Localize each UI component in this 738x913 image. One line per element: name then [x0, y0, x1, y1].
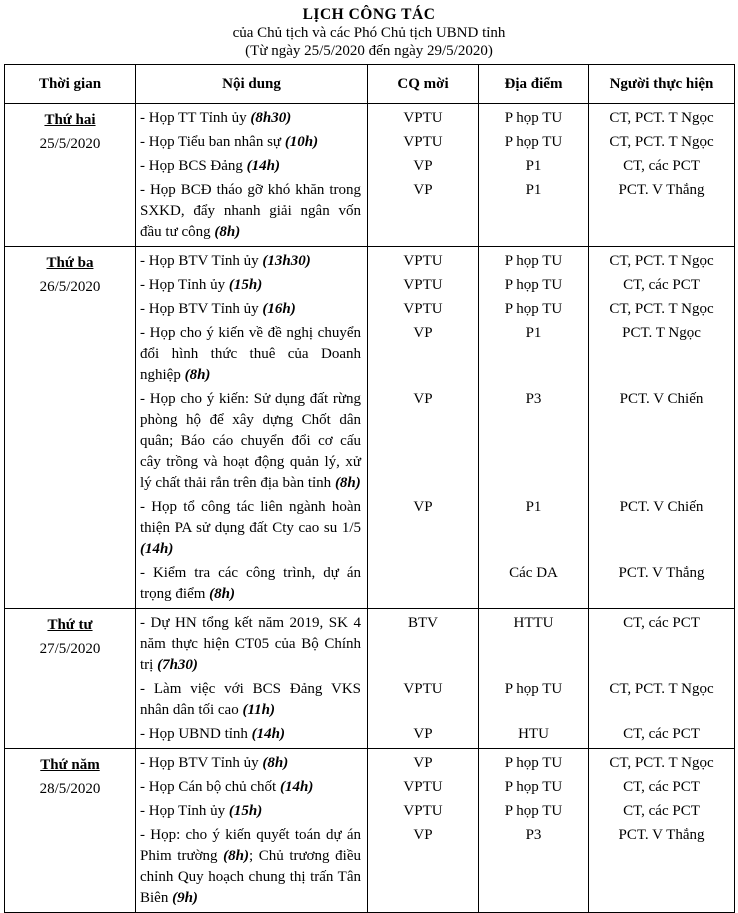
- executor-value: CT, PCT. T Ngọc: [609, 134, 714, 150]
- content-cell: [136, 609, 368, 749]
- agenda-time: (13h30): [262, 253, 311, 269]
- inviting-agency-value: VPTU: [403, 301, 443, 317]
- inviting-agency-value: VP: [413, 726, 433, 742]
- agenda-time: (8h30): [250, 110, 292, 126]
- day-date: 26/5/2020: [39, 279, 101, 295]
- executor-value: PCT. V Chiến: [619, 499, 704, 515]
- agenda-text: - Họp BTV Tỉnh ủy: [140, 755, 263, 771]
- location-cell: [479, 609, 589, 749]
- executor-value: CT, PCT. T Ngọc: [609, 681, 714, 697]
- executor-value: PCT. V Thắng: [618, 182, 705, 198]
- inviting-agency-value: VPTU: [403, 277, 443, 293]
- agenda-time: (15h): [228, 277, 263, 293]
- inviting-agency-value: VPTU: [403, 253, 443, 269]
- header-location: Địa điểm: [479, 65, 589, 104]
- agenda-text: - Họp BTV Tỉnh ủy: [140, 301, 263, 317]
- agenda-text: - Họp BTV Tỉnh ủy: [140, 253, 263, 269]
- location-cell: [479, 104, 589, 247]
- inviting-agency-value: VPTU: [403, 779, 443, 795]
- agenda-time: (8h): [334, 475, 361, 491]
- agenda-text: - Kiểm tra các công trình, dự án trọng điểm: [140, 565, 361, 602]
- executor-value: CT, các PCT: [623, 779, 700, 795]
- day-name: Thứ ba: [46, 255, 94, 271]
- date-range: (Từ ngày 25/5/2020 đến ngày 29/5/2020): [245, 43, 493, 59]
- location-value: P họp TU: [504, 277, 563, 293]
- agenda-text: - Họp tổ công tác liên ngành hoàn thiện PA sử dụng đất Cty cao su 1/5: [140, 499, 361, 536]
- agenda-item: [136, 753, 367, 774]
- location-value: P1: [525, 182, 542, 198]
- day-date: 27/5/2020: [39, 641, 101, 657]
- agenda-time: (11h): [242, 702, 275, 718]
- inviting-agency-value: VP: [413, 755, 433, 771]
- agenda-text: - Họp TT Tỉnh ủy: [140, 110, 251, 126]
- executor-value: PCT. V Chiến: [619, 391, 704, 407]
- executor-value: CT, các PCT: [623, 277, 700, 293]
- executor-value: PCT. T Ngọc: [622, 325, 701, 341]
- agenda-time: (10h): [284, 134, 319, 150]
- header-time: Thời gian: [5, 65, 136, 104]
- day-name: Thứ năm: [40, 757, 100, 773]
- location-value: P3: [525, 827, 542, 843]
- executor-value: CT, PCT. T Ngọc: [609, 755, 714, 771]
- document-header: [0, 0, 738, 60]
- agenda-text: - Họp cho ý kiến: Sử dụng đất rừng phòng hộ để xây dựng Chốt dân quân; Báo cáo chuyển đổi cơ cấu cây trồng và hoạt động quản lý, xử lý chất thải rắn trên địa bàn tỉnh: [140, 391, 361, 491]
- location-cell: [479, 749, 589, 913]
- header-content: Nội dung: [136, 65, 368, 104]
- day-date: 25/5/2020: [39, 136, 101, 152]
- executor-value: CT, các PCT: [623, 803, 700, 819]
- inviting-agency-value: VP: [413, 391, 433, 407]
- executor-value: CT, các PCT: [623, 726, 700, 742]
- agenda-item: [136, 801, 367, 822]
- table-row: [5, 104, 735, 247]
- agenda-item: [136, 497, 367, 560]
- inviting-agency-value: [368, 563, 478, 605]
- content-cell: [136, 749, 368, 913]
- agenda-time: (8h): [209, 586, 235, 602]
- location-value: P3: [525, 391, 542, 407]
- inviting-agency-cell: [368, 247, 479, 609]
- location-value: P họp TU: [504, 134, 563, 150]
- agenda-item: [136, 563, 367, 605]
- content-cell: [136, 104, 368, 247]
- agenda-time: (16h): [262, 301, 296, 317]
- executor-value: PCT. V Thắng: [618, 565, 705, 581]
- agenda-time: (15h): [228, 803, 263, 819]
- location-value: P họp TU: [504, 681, 563, 697]
- location-value: HTU: [518, 726, 549, 742]
- inviting-agency-cell: [368, 609, 479, 749]
- executor-value: CT, các PCT: [623, 158, 700, 174]
- agenda-text: - Họp BCĐ tháo gỡ khó khăn trong SXKD, đẩy nhanh giải ngân vốn đầu tư công: [140, 182, 361, 240]
- agenda-item: [136, 323, 367, 386]
- executor-value: CT, PCT. T Ngọc: [609, 301, 714, 317]
- day-cell: [5, 247, 136, 609]
- inviting-agency-value: VPTU: [403, 681, 443, 697]
- agenda-time: (14h): [279, 779, 314, 795]
- location-value: P1: [525, 499, 542, 515]
- agenda-text: - Họp UBND tỉnh: [140, 726, 252, 742]
- agenda-text: - Dự HN tổng kết năm 2019, SK 4 năm thực hiện CT05 của Bộ Chính trị: [140, 615, 361, 673]
- executor-cell: [589, 247, 735, 609]
- agenda-text: - Họp Tỉnh ủy: [140, 277, 229, 293]
- executor-cell: [589, 104, 735, 247]
- executor-cell: [589, 609, 735, 749]
- day-date: 28/5/2020: [39, 781, 101, 797]
- location-value: Các DA: [509, 565, 558, 581]
- inviting-agency-cell: [368, 104, 479, 247]
- agenda-item: [136, 299, 367, 320]
- executor-value: CT, PCT. T Ngọc: [609, 110, 714, 126]
- content-cell: [136, 247, 368, 609]
- agenda-item: [136, 251, 367, 272]
- location-value: HTTU: [513, 615, 554, 631]
- table-header-row: [5, 65, 735, 104]
- location-cell: [479, 247, 589, 609]
- table-row: [5, 247, 735, 609]
- location-value: P họp TU: [504, 779, 563, 795]
- inviting-agency-value: VP: [413, 158, 433, 174]
- document-subtitle: của Chủ tịch và các Phó Chủ tịch UBND tỉnh: [232, 25, 506, 41]
- inviting-agency-value: VP: [413, 827, 433, 843]
- agenda-text: - Họp Tiểu ban nhân sự: [140, 134, 285, 150]
- document-title: LỊCH CÔNG TÁC: [302, 6, 436, 23]
- location-value: P họp TU: [504, 301, 563, 317]
- inviting-agency-value: VPTU: [403, 134, 443, 150]
- agenda-time: (14h): [246, 158, 281, 174]
- executor-value: CT, PCT. T Ngọc: [609, 253, 714, 269]
- agenda-time: (9h): [172, 890, 198, 906]
- day-cell: [5, 104, 136, 247]
- location-value: P họp TU: [504, 110, 563, 126]
- agenda-item: [136, 275, 367, 296]
- agenda-text: - Họp: cho ý kiến quyết toán dự án Phim trường: [140, 827, 361, 864]
- agenda-time: (7h30): [157, 657, 198, 673]
- executor-value: PCT. V Thắng: [618, 827, 705, 843]
- inviting-agency-value: VP: [413, 182, 433, 198]
- location-value: P họp TU: [504, 253, 563, 269]
- agenda-time: (8h): [184, 367, 211, 383]
- schedule-table: [4, 64, 735, 913]
- inviting-agency-value: BTV: [408, 615, 438, 631]
- agenda-text: - Họp BCS Đảng: [140, 158, 247, 174]
- agenda-text: ; Chủ trương điều chỉnh Quy hoạch chung thị trấn Tân Biên: [140, 848, 361, 906]
- location-value: P1: [525, 158, 542, 174]
- inviting-agency-cell: [368, 749, 479, 913]
- agenda-item: [136, 156, 367, 177]
- table-row: [5, 609, 735, 749]
- agenda-item: [136, 679, 367, 721]
- agenda-item: [136, 777, 367, 798]
- agenda-item: [136, 389, 367, 494]
- agenda-time: (14h): [251, 726, 286, 742]
- table-row: [5, 749, 735, 913]
- day-name: Thứ hai: [44, 112, 96, 128]
- agenda-time: (8h): [214, 224, 241, 240]
- inviting-agency-value: VP: [413, 325, 433, 341]
- executor-value: CT, các PCT: [623, 615, 700, 631]
- executor-cell: [589, 749, 735, 913]
- agenda-text: - Họp cho ý kiến về đề nghị chuyển đổi hình thức thuê của Doanh nghiệp: [140, 325, 361, 383]
- agenda-time: (8h): [262, 755, 289, 771]
- header-executor: Người thực hiện: [589, 65, 735, 104]
- agenda-text: - Làm việc với BCS Đảng VKS nhân dân tối cao: [140, 681, 361, 718]
- agenda-item: [136, 724, 367, 745]
- day-cell: [5, 609, 136, 749]
- agenda-item: [136, 108, 367, 129]
- agenda-item: [136, 132, 367, 153]
- location-value: P họp TU: [504, 803, 563, 819]
- agenda-time: (14h): [140, 541, 174, 557]
- day-cell: [5, 749, 136, 913]
- agenda-text: - Họp Tỉnh ủy: [140, 803, 229, 819]
- agenda-time: (8h): [223, 848, 249, 864]
- inviting-agency-value: VPTU: [403, 803, 443, 819]
- inviting-agency-value: VPTU: [403, 110, 443, 126]
- header-inviting-agency: CQ mời: [368, 65, 479, 104]
- agenda-item: [136, 825, 367, 909]
- inviting-agency-value: VP: [413, 499, 433, 515]
- day-name: Thứ tư: [47, 617, 93, 633]
- location-value: P1: [525, 325, 542, 341]
- location-value: P họp TU: [504, 755, 563, 771]
- agenda-text: - Họp Cán bộ chủ chốt: [140, 779, 280, 795]
- agenda-item: [136, 613, 367, 676]
- agenda-item: [136, 180, 367, 243]
